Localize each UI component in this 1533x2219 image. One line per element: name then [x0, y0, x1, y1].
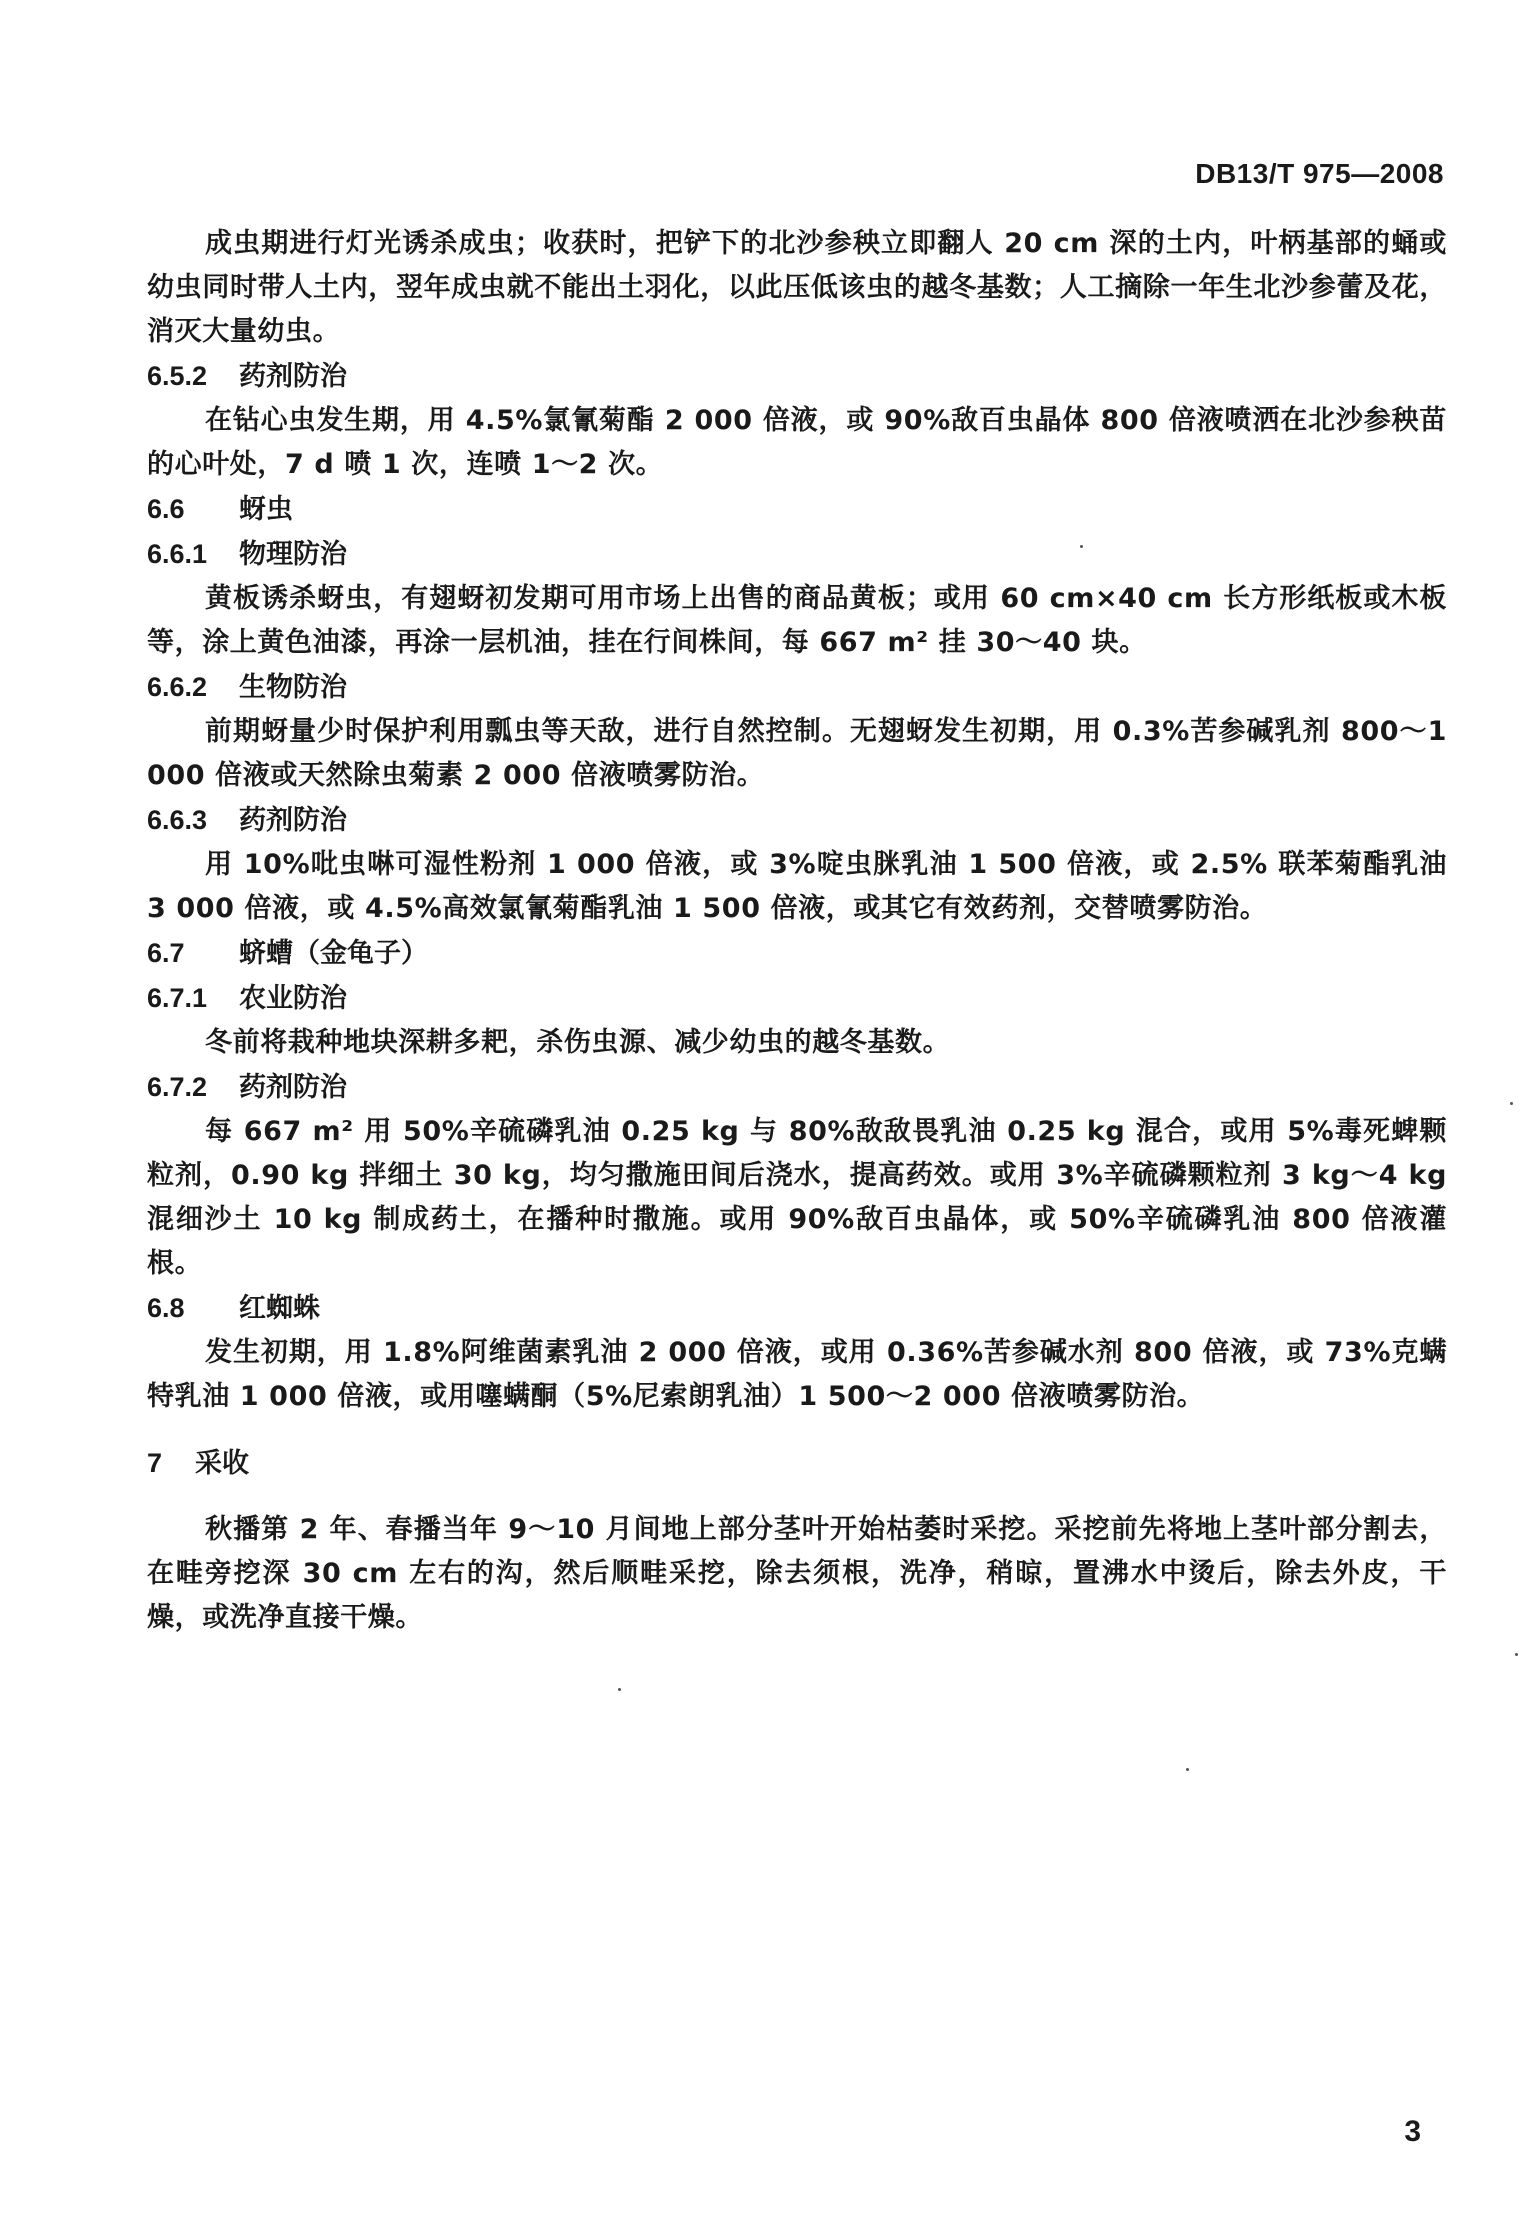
subsection-heading [147, 798, 1447, 843]
section-heading [147, 1441, 1447, 1486]
page-number: 3 [1404, 2115, 1421, 2148]
heading-title: 红蜘蛛 [239, 1293, 320, 1324]
paragraph: 用 10%吡虫啉可湿性粉剂 1 000 倍液，或 3%啶虫脒乳油 1 500 倍液，或 2.5% 联苯菊酯乳油 3 000 倍液，或 4.5%高效氯氰菊酯乳油 1 500 倍液，或其它有效药剂，交替喷雾防治。 [147, 849, 1447, 924]
scan-speck [1510, 1102, 1513, 1105]
scan-speck [1515, 1653, 1518, 1656]
scan-speck [618, 1688, 621, 1691]
heading-title: 采收 [195, 1448, 249, 1479]
heading-title: 药剂防治 [239, 361, 347, 392]
paragraph: 发生初期，用 1.8%阿维菌素乳油 2 000 倍液，或用 0.36%苦参碱水剂 800 倍液，或 73%克螨特乳油 1 000 倍液，或用噻螨酮（5%尼索朗乳油）1 500～2 000 倍液喷雾防治。 [147, 1337, 1447, 1412]
subsection-heading [147, 931, 1447, 976]
paragraph: 每 667 m² 用 50%辛硫磷乳油 0.25 kg 与 80%敌敌畏乳油 0.25 kg 混合，或用 5%毒死蜱颗粒剂，0.90 kg 拌细土 30 kg，均匀撒施田间后浇水，提高药效。或用 3%辛硫磷颗粒剂 3 kg～4 kg 混细沙土 10 kg 制成药土，在播种时撒施。或用 90%敌百虫晶体，或 50%辛硫磷乳油 800 倍液灌根。 [147, 1116, 1447, 1279]
heading-title: 生物防治 [239, 672, 347, 703]
heading-number: 6.8 [147, 1293, 185, 1323]
subsection-heading [147, 487, 1447, 532]
subsection-heading [147, 976, 1447, 1021]
heading-title: 药剂防治 [239, 1072, 347, 1103]
heading-number: 6.6.3 [147, 805, 208, 835]
heading-number: 6.6.1 [147, 539, 208, 569]
heading-title: 蛴螬（金龟子） [239, 938, 428, 969]
heading-number: 6.7 [147, 938, 185, 968]
paragraph: 黄板诱杀蚜虫，有翅蚜初发期可用市场上出售的商品黄板；或用 60 cm×40 cm 长方形纸板或木板等，涂上黄色油漆，再涂一层机油，挂在行间株间，每 667 m² 挂 30～40 块。 [147, 583, 1447, 658]
subsection-heading [147, 354, 1447, 399]
standard-code: DB13/T 975—2008 [1195, 158, 1444, 189]
heading-title: 蚜虫 [239, 494, 293, 525]
heading-title: 农业防治 [239, 983, 347, 1014]
heading-number: 6.7.1 [147, 983, 208, 1013]
paragraph: 冬前将栽种地块深耕多耙，杀伤虫源、减少幼虫的越冬基数。 [205, 1027, 951, 1058]
heading-title: 物理防治 [239, 539, 347, 570]
heading-title: 药剂防治 [239, 805, 347, 836]
paragraph: 秋播第 2 年、春播当年 9～10 月间地上部分茎叶开始枯萎时采挖。采挖前先将地上茎叶部分割去，在畦旁挖深 30 cm 左右的沟，然后顺畦采挖，除去须根，洗净，稍晾，置沸水中烫后，除去外皮，干燥，或洗净直接干燥。 [147, 1514, 1447, 1633]
subsection-heading [147, 532, 1447, 577]
heading-number: 6.7.2 [147, 1072, 208, 1102]
document-body [147, 222, 1447, 1640]
subsection-heading [147, 1065, 1447, 1110]
heading-number: 7 [147, 1448, 163, 1478]
scan-speck [1080, 545, 1083, 548]
paragraph: 成虫期进行灯光诱杀成虫；收获时，把铲下的北沙参秧立即翻人 20 cm 深的土内，叶柄基部的蛹或幼虫同时带人土内，翌年成虫就不能出土羽化，以此压低该虫的越冬基数；人工摘除一年生北沙参蕾及花，消灭大量幼虫。 [147, 228, 1447, 347]
heading-number: 6.5.2 [147, 361, 208, 391]
subsection-heading [147, 1286, 1447, 1331]
paragraph: 前期蚜量少时保护利用瓢虫等天敌，进行自然控制。无翅蚜发生初期，用 0.3%苦参碱乳剂 800～1 000 倍液或天然除虫菊素 2 000 倍液喷雾防治。 [147, 716, 1447, 791]
subsection-heading [147, 665, 1447, 710]
paragraph: 在钻心虫发生期，用 4.5%氯氰菊酯 2 000 倍液，或 90%敌百虫晶体 800 倍液喷洒在北沙参秧苗的心叶处，7 d 喷 1 次，连喷 1～2 次。 [147, 405, 1447, 480]
scan-speck [1186, 1768, 1189, 1771]
heading-number: 6.6 [147, 494, 185, 524]
heading-number: 6.6.2 [147, 672, 208, 702]
